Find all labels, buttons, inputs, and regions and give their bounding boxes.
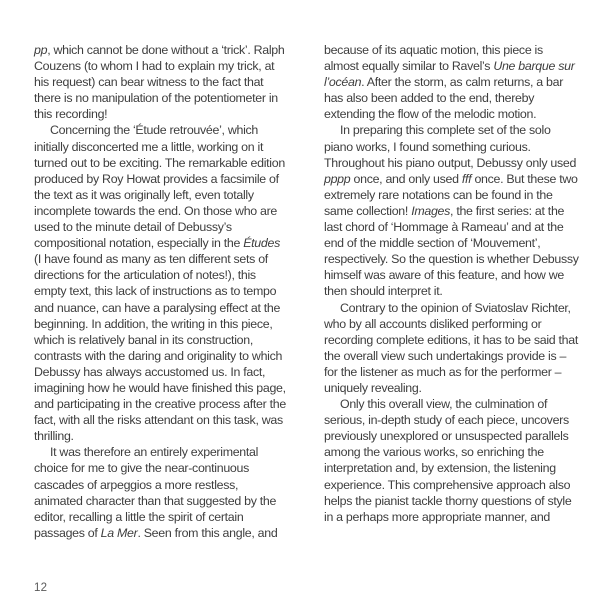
paragraph [34, 444, 286, 541]
italic-text-run: La Mer [100, 525, 138, 540]
paragraph [34, 42, 286, 122]
paragraph [34, 122, 286, 444]
text-column-left [34, 42, 286, 541]
text-run: once, and only used [350, 171, 462, 186]
text-run: Concerning the ‘Étude retrouvée’, which initially disconcerted me a little, working on it turned out to be exciting. The remarkable edition produced by Roy Howat provides a facsimile of the text as it was originally left, even totally incomplete towards the end. On those who are used to the minute detail of Debussy’s compositional notation, especially in the [34, 123, 285, 251]
text-column-right [324, 42, 580, 525]
italic-text-run: pp [34, 43, 48, 57]
text-run: . Seen from this angle, and [137, 525, 278, 540]
paragraph [324, 42, 580, 122]
italic-text-run: fff [461, 171, 472, 186]
text-run: once. But these two extremely rare notations can be found in the same collection! [324, 171, 578, 218]
text-run: , which cannot be done without a ‘trick’. Ralph Couzens (to whom I had to explain my trick, at his request) can bear witness to the fact that there is no manipulation of the potentiometer in this recording! [34, 43, 285, 122]
paragraph [324, 300, 580, 397]
paragraph [324, 122, 580, 299]
text-run: (I have found as many as ten different sets of directions for the articulation of notes!), this empty text, this lack of instructions as to tempo and nuance, can have a paralysing effect at the beginning. In addition, the writing in this piece, which is relatively banal in its construction, contrasts with the daring and originality to which Debussy has always accustomed us. In fact, imagining how he would have finished this page, and participating in the creative process after the fact, with all the risks attendant on this task, was thrilling. [34, 252, 286, 444]
text-run: , the first series: at the last chord of ‘Hommage à Rameau’ and at the end of the middle section of ‘Mouvement’, respectively. So the question is whether Debussy himself was aware of this feature, and how we then should interpret it. [324, 203, 579, 299]
italic-text-run: Images [411, 203, 451, 218]
italic-text-run: pppp [324, 171, 351, 186]
text-run: Contrary to the opinion of Sviatoslav Richter, who by all accounts disliked performing or recording complete editions, it has to be said that the overall view such undertakings provide is – for the listener as much as for the performer – uniquely revealing. [324, 300, 579, 395]
page-number: 12 [34, 582, 48, 594]
text-run: . After the storm, as calm returns, a bar has also been added to the end, thereby extending the flow of the melodic motion. [324, 75, 564, 122]
text-run: It was therefore an entirely experimental choice for me to give the near-continuous cascades of arpeggios a more restless, animated character than that suggested by the editor, recalling a little the spirit of certain passages of [34, 445, 277, 540]
text-run: In preparing this complete set of the solo piano works, I found something curious. Throughout his piano output, Debussy only used [324, 123, 577, 170]
italic-text-run: Une barque sur l’océan [324, 59, 575, 90]
paragraph [324, 396, 580, 525]
text-run: Only this overall view, the culmination of serious, in-depth study of each piece, uncovers previously unexplored or unsuspected parallels among the various works, so enriching the interpretation and, by extension, the listening experience. This comprehensive approach also helps the pianist tackle thorny questions of style in a perhaps more appropriate manner, and [324, 397, 572, 524]
text-run: because of its aquatic motion, this piece is almost equally similar to Ravel’s [324, 43, 543, 74]
italic-text-run: Études [243, 236, 280, 251]
